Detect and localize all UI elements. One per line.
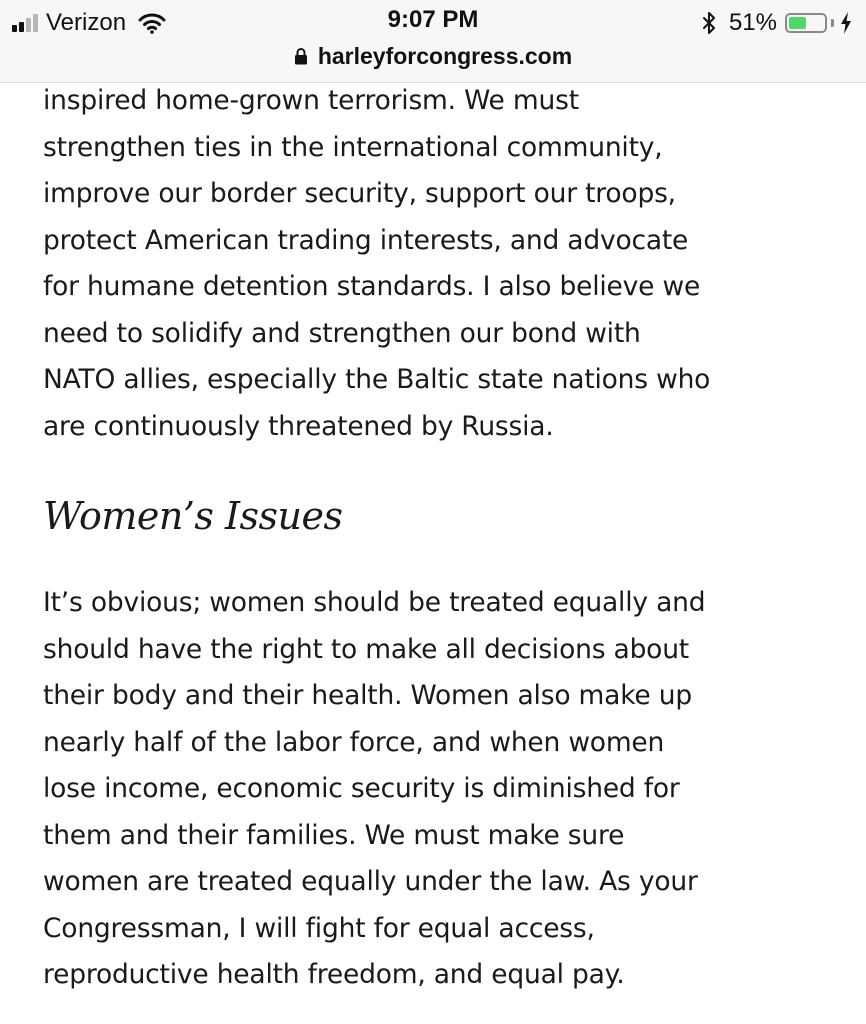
bluetooth-icon xyxy=(701,11,717,35)
text-line: Congressman, I will fight for equal access, xyxy=(43,912,595,944)
text-line: for humane detention standards. I also believe we xyxy=(43,271,701,302)
text-line: need to solidify and strengthen our bond with xyxy=(43,317,641,349)
text-line: It’s obvious; women should be treated equally and xyxy=(43,587,706,618)
battery-level-fill xyxy=(789,17,806,29)
text-line: improve our border security, support our troops, xyxy=(43,178,676,209)
text-line: them and their families. We must make sure xyxy=(43,819,625,851)
text-line: inspired home-grown terrorism. We must xyxy=(43,85,579,116)
text-line: lose income, economic security is diminished for xyxy=(43,773,680,804)
status-right xyxy=(701,8,852,38)
text-line: protect American trading interests, and advocate xyxy=(43,224,689,256)
section-heading: Women’s Issues xyxy=(43,494,343,538)
text-line: women are treated equally under the law. As your xyxy=(43,866,698,897)
battery-percent: 51% xyxy=(728,9,777,36)
url-text[interactable]: harleyforcongress.com xyxy=(317,42,573,69)
battery-icon xyxy=(785,13,827,33)
intro-paragraph xyxy=(43,78,843,450)
lock-icon xyxy=(294,47,308,65)
status-bar xyxy=(0,0,866,83)
carrier-name: Verizon xyxy=(46,9,127,36)
battery-nub xyxy=(831,19,834,27)
text-line: are continuously threatened by Russia. xyxy=(43,410,554,442)
clock: 9:07 PM xyxy=(387,6,479,33)
text-line: their body and their health. Women also make up xyxy=(43,680,692,711)
womens-issues-paragraph xyxy=(43,580,843,999)
text-line: NATO allies, especially the Baltic state nations who xyxy=(43,364,711,395)
article-content xyxy=(43,82,843,999)
text-line: nearly half of the labor force, and when women xyxy=(43,726,665,758)
address-bar[interactable] xyxy=(0,40,866,72)
text-line: strengthen ties in the international community, xyxy=(43,131,663,163)
text-line: reproductive health freedom, and equal pay. xyxy=(43,959,625,990)
text-line: should have the right to make all decisions about xyxy=(43,633,689,665)
charging-bolt-icon xyxy=(840,12,852,34)
